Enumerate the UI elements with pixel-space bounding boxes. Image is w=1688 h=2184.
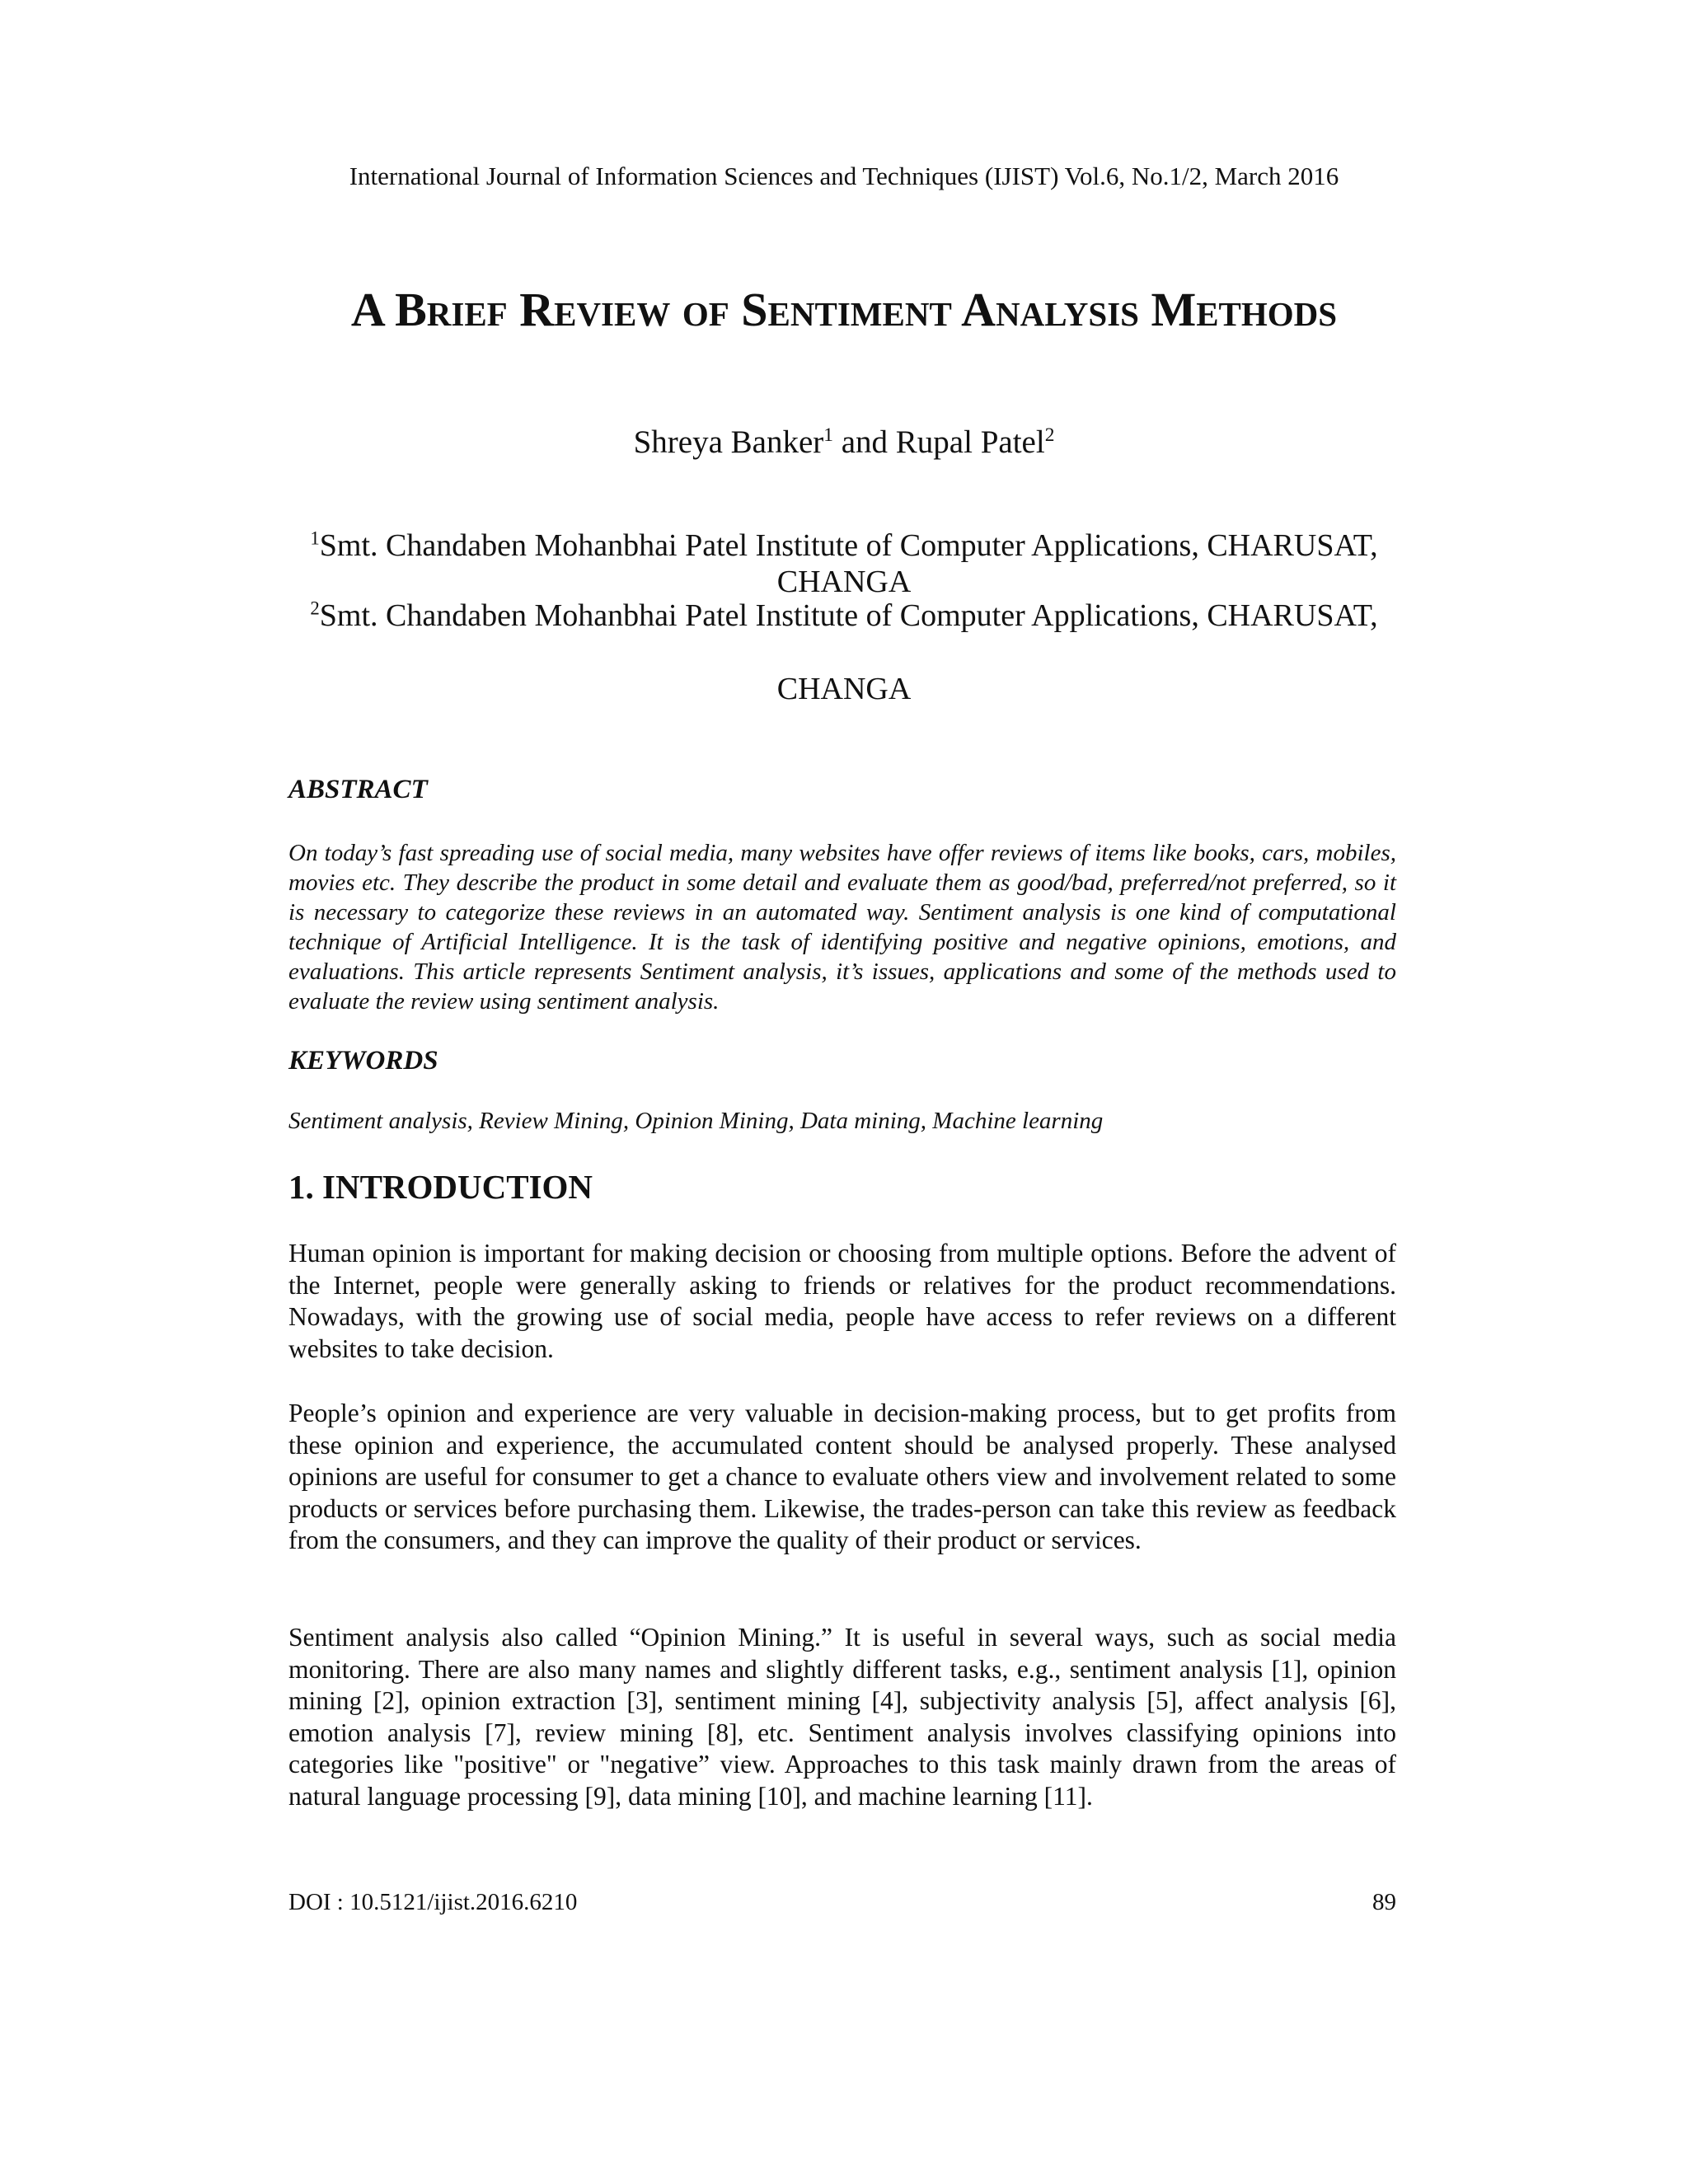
author-name: Shreya Banker <box>633 424 824 460</box>
affiliation-mark: 2 <box>310 598 320 619</box>
page-number: 89 <box>1372 1889 1396 1915</box>
affiliation-city: CHANGA <box>776 565 912 599</box>
keywords-heading: KEYWORDS <box>288 1046 438 1076</box>
affiliation-text: Smt. Chandaben Mohanbhai Patel Institute of Computer Applications, CHARUSAT, <box>319 528 1378 563</box>
keywords-text: Sentiment analysis, Review Mining, Opinion Mining, Data mining, Machine learning <box>288 1108 1104 1134</box>
affiliation-text: Smt. Chandaben Mohanbhai Patel Institute of Computer Applications, CHARUSAT, <box>319 598 1378 633</box>
author-connector: and <box>832 424 896 460</box>
paper-title: A Brief Review of Sentiment Analysis Methods <box>350 283 1338 336</box>
intro-paragraph-1: Human opinion is important for making decision or choosing from multiple options. Before the advent of the Internet, people were generally asking to friends or relatives for the product recommendations. Nowadays, with the growing use of social media, people have access to refer reviews on a different websites to take decision. <box>288 1239 1396 1363</box>
author-line <box>0 422 1688 463</box>
affiliation-mark: 1 <box>310 527 320 549</box>
abstract-text: On today’s fast spreading use of social media, many websites have offer reviews of items like books, cars, mobiles, movies etc. They describe the product in some detail and evaluate them as good/bad, preferred/not preferred, so it is necessary to categorize these reviews in an automated way. Sentiment analysis is one kind of computational technique of Artificial Intelligence. It is the task of identifying positive and negative opinions, emotions, and evaluations. This article represents Sentiment analysis, it’s issues, applications and some of the methods used to evaluate the review using sentiment analysis. <box>288 840 1396 1015</box>
intro-paragraph-2: People’s opinion and experience are very valuable in decision-making process, but to get profits from these opinion and experience, the accumulated content should be analysed properly. These analysed opinions are useful for consumer to get a chance to evaluate others view and involvement related to some products or services before purchasing them. Likewise, the trades-person can take this review as feedback from the consumers, and they can improve the quality of their product or services. <box>288 1399 1396 1555</box>
abstract-heading: ABSTRACT <box>288 775 428 804</box>
doi-footer: DOI : 10.5121/ijist.2016.6210 <box>288 1889 578 1915</box>
running-header: International Journal of Information Sciences and Techniques (IJIST) Vol.6, No.1/2, March 2016 <box>349 162 1339 190</box>
author-affiliation-mark: 1 <box>823 424 833 446</box>
intro-paragraph-3: Sentiment analysis also called “Opinion Mining.” It is useful in several ways, such as social media monitoring. There are also many names and slightly different tasks, e.g., sentiment analysis [1], opinion mining [2], opinion extraction [3], sentiment mining [4], subjectivity analysis [5], affect analysis [6], emotion analysis [7], review mining [8], etc. Sentiment analysis involves classifying opinions into categories like "positive" or "negative” view. Approaches to this task mainly drawn from the areas of natural language processing [9], data mining [10], and machine learning [11]. <box>288 1623 1396 1811</box>
affiliation-2-city: CHANGA <box>776 672 912 706</box>
author-name: Rupal Patel <box>895 424 1045 460</box>
author-affiliation-mark: 2 <box>1044 424 1055 446</box>
affiliation-1 <box>0 527 1688 600</box>
affiliation-2 <box>0 598 1688 634</box>
section-heading-introduction: 1. INTRODUCTION <box>288 1168 593 1206</box>
